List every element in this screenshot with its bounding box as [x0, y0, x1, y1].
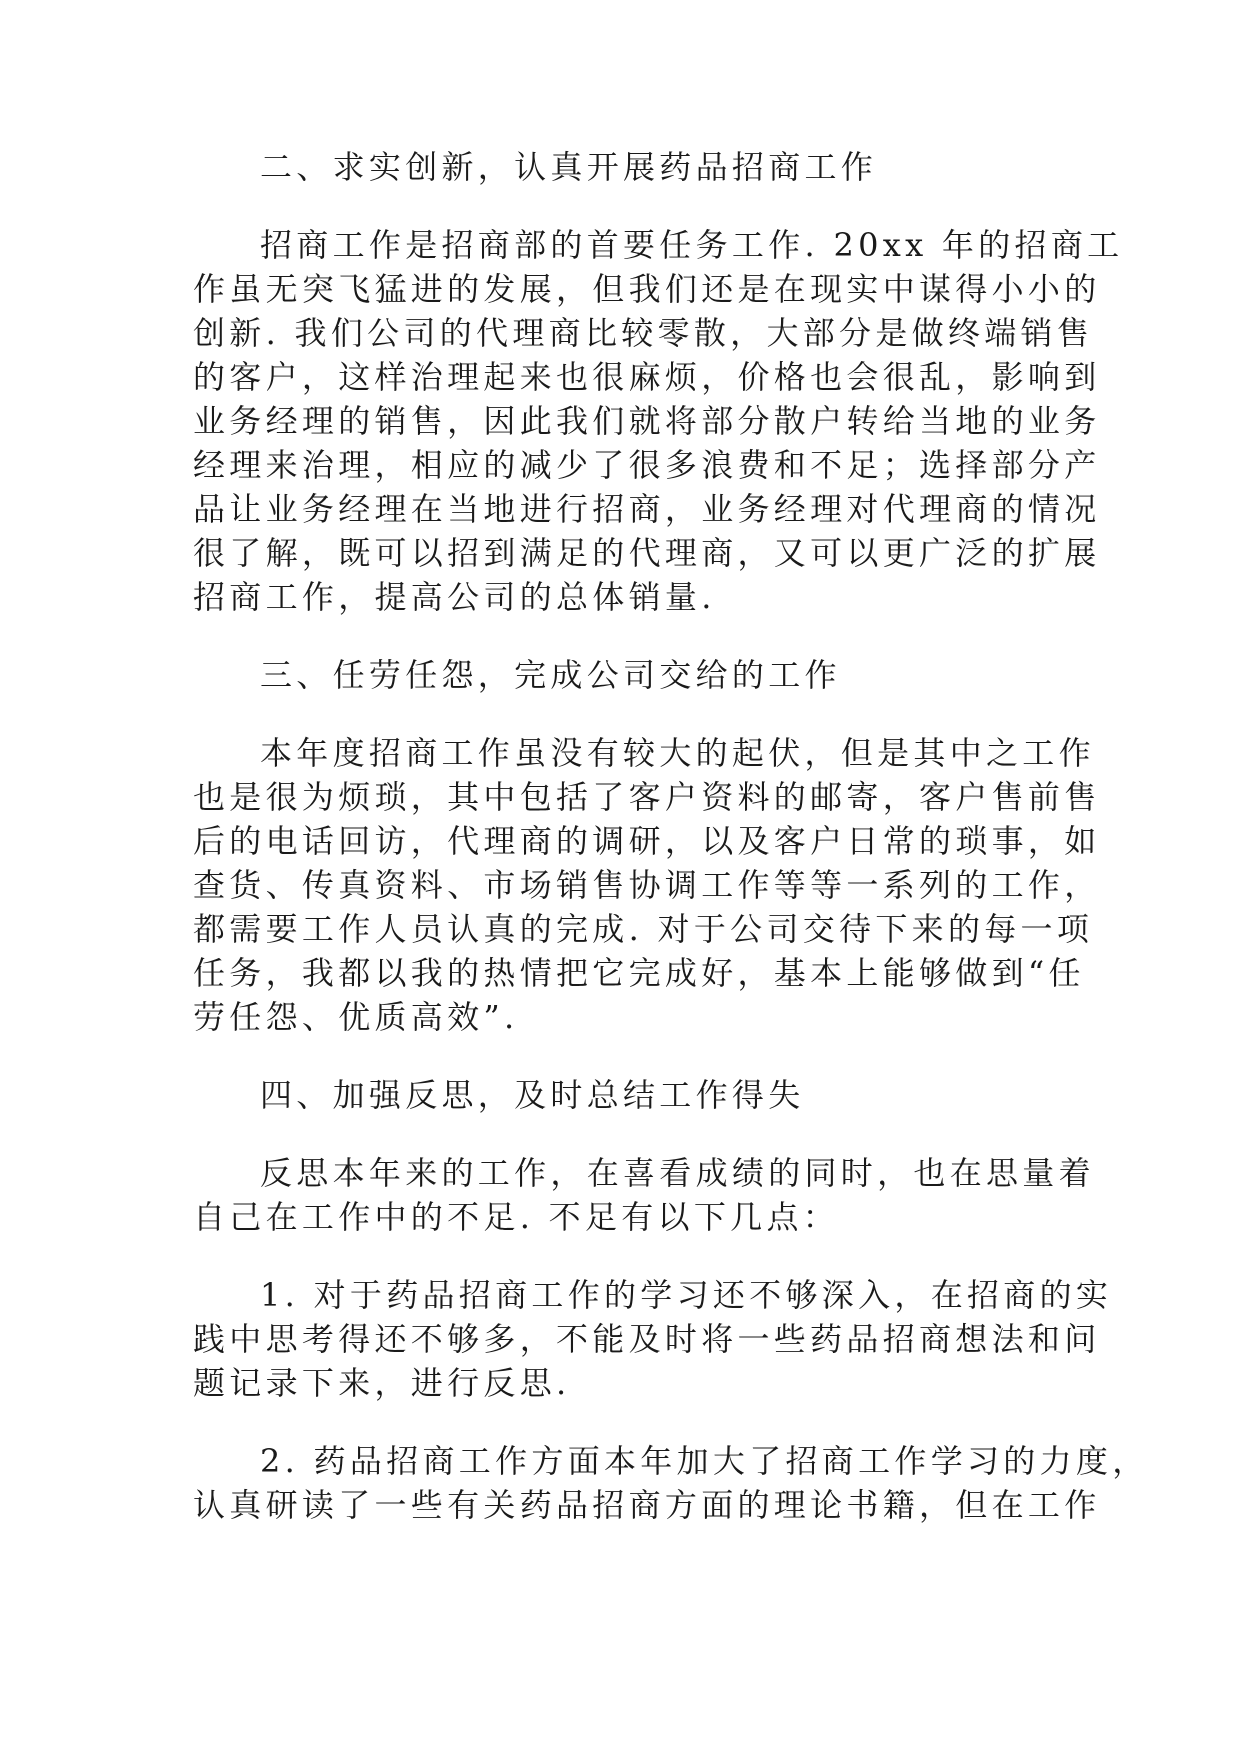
section-heading-text: 四、加强反思，及时总结工作得失	[260, 1076, 805, 1114]
paragraph	[193, 223, 1124, 619]
list-item-line: 践中思考得还不够多，不能及时将一些药品招商想法和问	[193, 1320, 1101, 1358]
paragraph-line: 的客户，这样治理起来也很麻烦，价格也会很乱，影响到	[193, 358, 1101, 396]
section-heading	[193, 653, 1029, 697]
paragraph-line: 本年度招商工作虽没有较大的起伏，但是其中之工作	[260, 734, 1095, 772]
list-item-line: 1. 对于药品招商工作的学习还不够深入，在招商的实	[260, 1276, 1113, 1314]
paragraph-line: 经理来治理，相应的减少了很多浪费和不足；选择部分产	[193, 446, 1101, 484]
paragraph-line: 很了解，既可以招到满足的代理商，又可以更广泛的扩展	[193, 534, 1101, 572]
paragraph-line: 创新. 我们公司的代理商比较零散，大部分是做终端销售	[193, 314, 1094, 352]
paragraph-line: 招商工作是招商部的首要任务工作. 20xx 年的招商工	[260, 226, 1124, 264]
list-item	[193, 1273, 1113, 1405]
paragraph	[193, 731, 1101, 1039]
list-item-line: 认真研读了一些有关药品招商方面的理论书籍，但在工作	[193, 1486, 1101, 1524]
paragraph-line: 劳任怨、优质高效”.	[193, 998, 519, 1036]
paragraph-line: 品让业务经理在当地进行招商，业务经理对代理商的情况	[193, 490, 1101, 528]
paragraph-line: 招商工作，提高公司的总体销量.	[193, 578, 716, 616]
paragraph-line: 反思本年来的工作，在喜看成绩的同时，也在思量着	[260, 1154, 1095, 1192]
section-heading	[193, 145, 1029, 189]
section-heading-text: 三、任劳任怨，完成公司交给的工作	[260, 656, 841, 694]
paragraph-line: 自己在工作中的不足. 不足有以下几点：	[193, 1198, 840, 1236]
paragraph-line: 任务，我都以我的热情把它完成好，基本上能够做到“任	[193, 954, 1085, 992]
paragraph-line: 查货、传真资料、市场销售协调工作等等一系列的工作，	[193, 866, 1101, 904]
section-heading	[193, 1073, 1029, 1117]
paragraph-line: 后的电话回访，代理商的调研，以及客户日常的琐事，如	[193, 822, 1101, 860]
paragraph-line: 作虽无突飞猛进的发展，但我们还是在现实中谋得小小的	[193, 270, 1101, 308]
paragraph-line: 业务经理的销售，因此我们就将部分散户转给当地的业务	[193, 402, 1101, 440]
paragraph-line: 都需要工作人员认真的完成. 对于公司交待下来的每一项	[193, 910, 1094, 948]
list-item-line: 题记录下来，进行反思.	[193, 1364, 571, 1402]
section-heading-text: 二、求实创新，认真开展药品招商工作	[260, 148, 878, 186]
list-item	[193, 1439, 1149, 1527]
paragraph	[193, 1151, 1095, 1239]
paragraph-line: 也是很为烦琐，其中包括了客户资料的邮寄，客户售前售	[193, 778, 1101, 816]
document-body	[193, 145, 1149, 1561]
list-item-line: 2. 药品招商工作方面本年加大了招商工作学习的力度，	[260, 1442, 1149, 1480]
